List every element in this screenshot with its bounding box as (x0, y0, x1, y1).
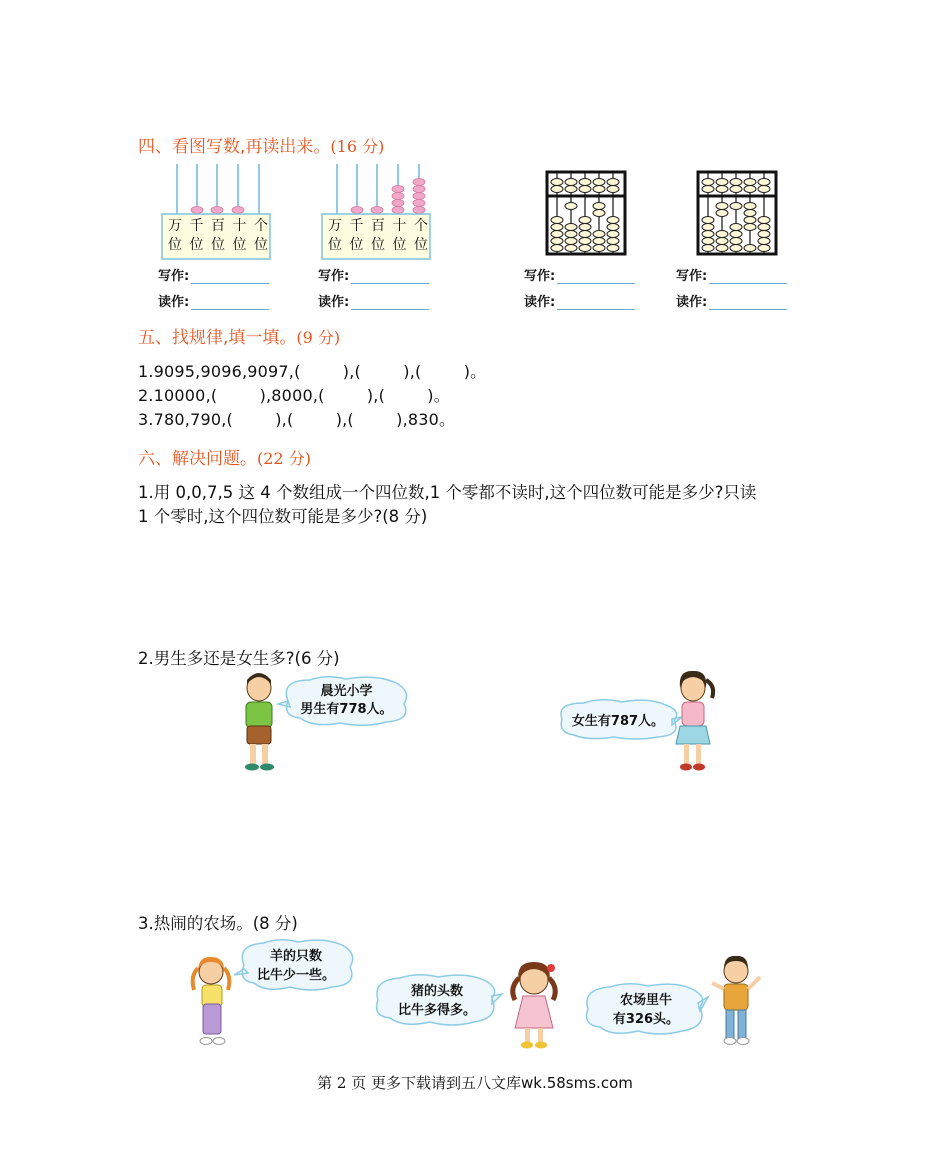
read-label: 读作: (524, 295, 556, 310)
pig-bubble-line-2: 比牛多得多。 (397, 1003, 476, 1018)
read-label: 读作: (318, 295, 350, 310)
abacus-2-graphic (696, 170, 778, 256)
place-label: 位 (232, 237, 247, 253)
sheep-bubble-line-1: 羊的只数 (269, 949, 322, 964)
read-row-1 (158, 291, 269, 310)
place-label: 个 (414, 218, 428, 234)
question-1-line-1: 1.用 0,0,7,5 这 4 个数组成一个四位数,1 个零都不读时,这个四位数可能是多少?只读 (138, 483, 757, 502)
counting-frame-2 (320, 162, 435, 262)
boy-bubble-line-1: 晨光小学 (320, 684, 373, 699)
read-label: 读作: (676, 295, 708, 310)
boy-bubble-line-2: 男生有778人。 (300, 702, 393, 717)
place-label: 位 (254, 237, 268, 253)
bubble-sheep (232, 937, 360, 993)
abacus-1 (545, 170, 627, 256)
place-label: 位 (349, 237, 364, 253)
girl-illustration (668, 668, 718, 773)
pattern-line-2: 2.10000,( ),8000,( ),( )。 (138, 386, 450, 405)
cow-bubble-line-1: 农场里牛 (619, 993, 672, 1008)
write-label: 写作: (524, 269, 556, 284)
place-label: 千 (349, 218, 364, 234)
write-row-3 (524, 265, 635, 284)
place-label: 位 (328, 237, 342, 253)
girl-a-illustration (188, 954, 238, 1048)
read-blank-1[interactable] (191, 295, 269, 310)
question-3: 3.热闹的农场。(8 分) (138, 914, 298, 933)
section4-title (138, 132, 384, 157)
section5-title-text: 五、找规律,填一填。 (138, 328, 297, 348)
counting-frame-1 (160, 162, 275, 262)
read-label: 读作: (158, 295, 190, 310)
place-label: 千 (189, 218, 204, 234)
pig-bubble-line-1: 猪的头数 (410, 984, 463, 999)
place-value-labels-1 (168, 217, 268, 255)
question-2: 2.男生多还是女生多?(6 分) (138, 649, 340, 668)
pattern-line-1: 1.9095,9096,9097,( ),( ),( )。 (138, 362, 487, 381)
write-blank-2[interactable] (351, 269, 429, 284)
write-row-1 (158, 265, 269, 284)
place-label: 个 (254, 218, 268, 234)
place-label: 百 (211, 218, 225, 234)
write-blank-1[interactable] (191, 269, 269, 284)
girl-speech-bubble (554, 697, 684, 741)
girl-bubble-line-1: 女生有787人。 (571, 714, 665, 729)
footer-url[interactable]: wk.58sms.com (521, 1074, 633, 1092)
sheep-bubble-line-2: 比牛少一些。 (256, 968, 335, 983)
girl-b-illustration (505, 958, 563, 1050)
section6-points: (22 分) (257, 449, 311, 468)
boy-speech-bubble (276, 674, 414, 728)
place-label: 位 (392, 237, 407, 253)
read-row-4 (676, 291, 787, 310)
bubble-cow (580, 981, 710, 1037)
page-footer (0, 1072, 950, 1093)
pattern-line-3: 3.780,790,( ),( ),( ),830。 (138, 410, 456, 429)
place-label: 位 (371, 237, 385, 253)
place-label: 位 (211, 237, 225, 253)
section6-title (138, 444, 311, 469)
section4-points: (16 分) (330, 137, 385, 156)
place-label: 位 (414, 237, 428, 253)
abacus-1-graphic (545, 170, 627, 256)
boy-c-illustration (708, 953, 764, 1048)
cow-bubble-line-2: 有326头。 (612, 1012, 680, 1027)
write-blank-4[interactable] (709, 269, 787, 284)
place-label: 位 (168, 237, 182, 253)
write-blank-3[interactable] (557, 269, 635, 284)
place-label: 万 (168, 218, 182, 234)
write-label: 写作: (158, 269, 190, 284)
write-row-4 (676, 265, 787, 284)
place-label: 十 (232, 218, 247, 234)
write-row-2 (318, 265, 429, 284)
place-label: 百 (371, 218, 385, 234)
section5-points: (9 分) (296, 328, 341, 347)
read-row-2 (318, 291, 429, 310)
write-label: 写作: (676, 269, 708, 284)
abacus-2 (696, 170, 778, 256)
read-blank-2[interactable] (351, 295, 429, 310)
section6-title-text: 六、解决问题。 (138, 449, 257, 469)
bubble-pig (370, 972, 504, 1028)
read-blank-3[interactable] (557, 295, 635, 310)
section4-title-text: 四、看图写数,再读出来。 (138, 137, 331, 157)
footer-text: 第 2 页 更多下载请到五八文库 (317, 1074, 521, 1092)
place-value-labels-2 (328, 217, 428, 255)
question-1-line-2: 1 个零时,这个四位数可能是多少?(8 分) (138, 507, 428, 526)
write-label: 写作: (318, 269, 350, 284)
place-label: 位 (189, 237, 204, 253)
place-label: 十 (392, 218, 407, 234)
section5-title (138, 323, 340, 348)
read-row-3 (524, 291, 635, 310)
place-label: 万 (328, 218, 342, 234)
read-blank-4[interactable] (709, 295, 787, 310)
